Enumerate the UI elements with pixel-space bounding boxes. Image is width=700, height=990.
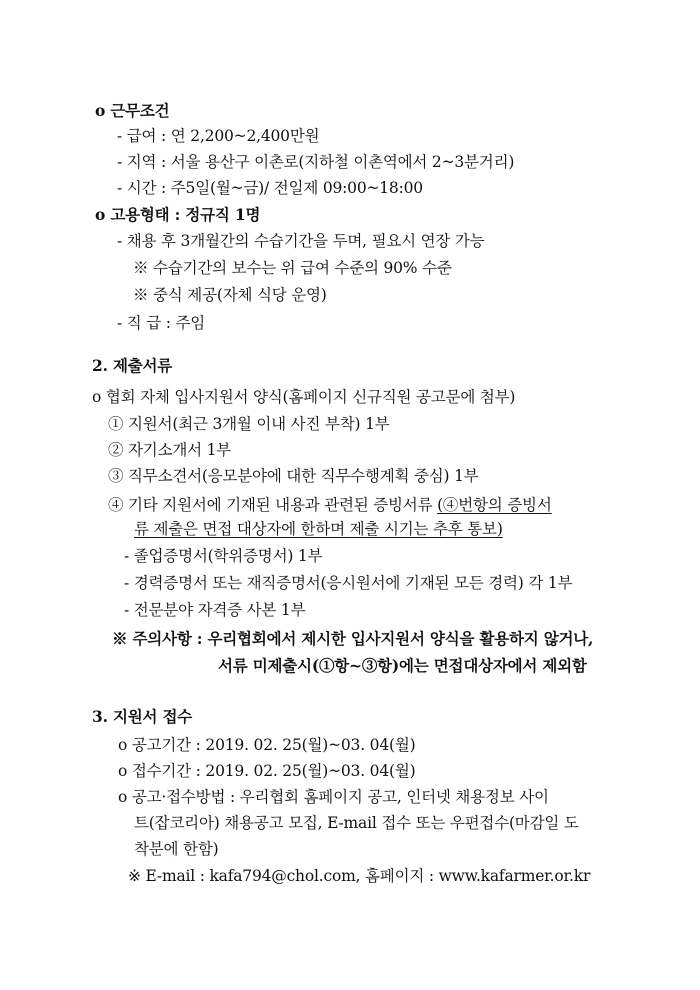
doc-item-3: ③ 직무소견서(응모분야에 대한 직무수행계획 중심) 1부 [108,467,479,485]
section3-title: 3. 지원서 접수 [92,707,193,726]
hours-line: - 시간 : 주5일(월~금)/ 전일제 09:00~18:00 [117,179,423,197]
receipt-period: o 접수기간 : 2019. 02. 25(월)~03. 04(월) [118,762,416,780]
method-line-1: o 공고·접수방법 : 우리협회 홈페이지 공고, 인터넷 채용정보 사이 [118,788,549,806]
doc-item-2: ② 자기소개서 1부 [108,441,232,459]
doc-sub-1: - 졸업증명서(학위증명서) 1부 [124,547,323,565]
probation-pay-note: ※ 수습기간의 보수는 위 급여 수준의 90% 수준 [133,259,452,277]
doc-item-4-underlined: (④번항의 증빙서 [437,496,552,514]
doc-item-1: ① 지원서(최근 3개월 이내 사진 부착) 1부 [108,415,390,433]
location-line: - 지역 : 서울 용산구 이촌로(지하철 이촌역에서 2~3분거리) [117,153,515,171]
caution-line-1: ※ 주의사항 : 우리협회에서 제시한 입사지원서 양식을 활용하지 않거나, [112,629,594,648]
contact-line: ※ E-mail : kafa794@chol.com, 홈페이지 : www.kafarmer.or.kr [128,867,591,885]
notice-period: o 공고기간 : 2019. 02. 25(월)~03. 04(월) [118,736,416,754]
work-conditions-heading: o 근무조건 [95,101,170,120]
probation-line: - 채용 후 3개월간의 수습기간을 두며, 필요시 연장 가능 [117,232,485,250]
section2-title: 2. 제출서류 [92,356,173,375]
caution-line-2: 서류 미제출시(①항~③항)에는 면접대상자에서 제외함 [218,656,587,675]
meal-note: ※ 중식 제공(자체 식당 운영) [133,286,327,304]
doc-item-4-text: ④ 기타 지원서에 기재된 내용과 관련된 증빙서류 [108,496,438,514]
rank-line: - 직 급 : 주임 [117,314,206,332]
method-line-2: 트(잡코리아) 채용공고 모집, E-mail 접수 또는 우편접수(마감일 도 [134,814,579,832]
method-line-3: 착분에 한함) [134,840,219,858]
salary-line: - 급여 : 연 2,200~2,400만원 [117,127,320,145]
doc-item-4-continued: 류 제출은 면접 대상자에 한하며 제출 시기는 추후 통보) [134,520,503,538]
doc-sub-2: - 경력증명서 또는 재직증명서(응시원서에 기재된 모든 경력) 각 1부 [124,574,573,592]
form-line: o 협회 자체 입사지원서 양식(홈페이지 신규직원 공고문에 첨부) [92,388,516,406]
doc-item-4 [108,495,552,515]
doc-sub-3: - 전문분야 자격증 사본 1부 [124,601,306,619]
employment-type-heading: o 고용형태 : 정규직 1명 [95,205,261,224]
